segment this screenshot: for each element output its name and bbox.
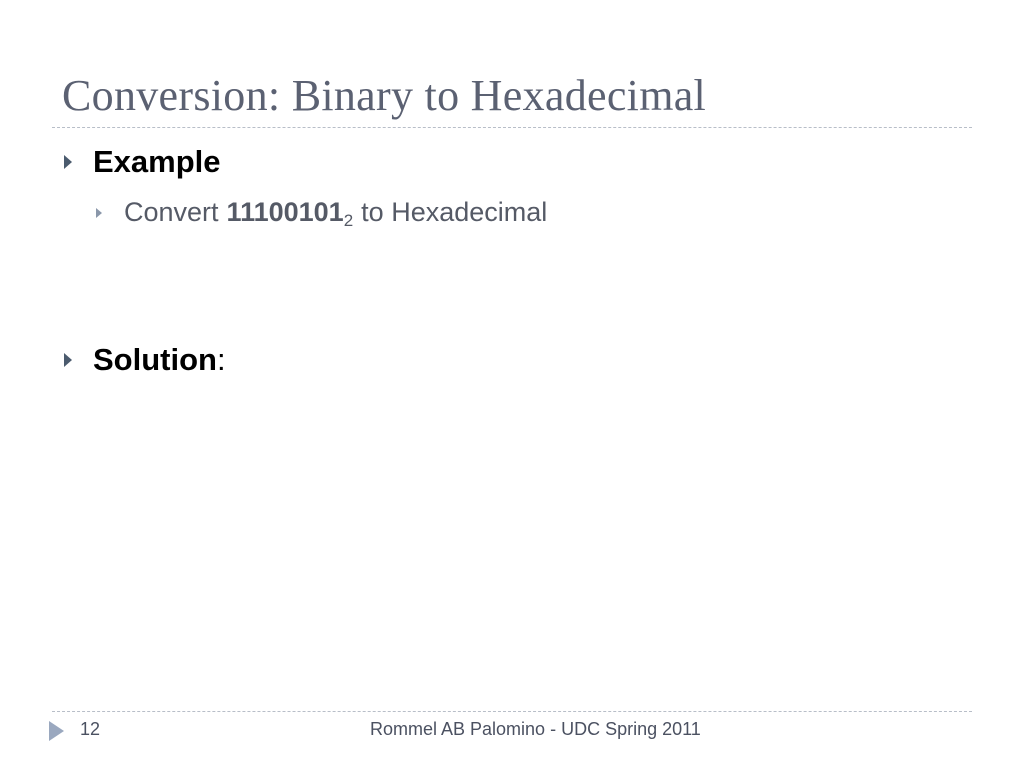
convert-prefix: Convert <box>124 197 219 227</box>
bullet-solution <box>64 342 226 378</box>
triangle-right-icon <box>96 208 102 218</box>
page-number: 12 <box>80 719 101 739</box>
triangle-right-icon <box>49 721 64 741</box>
bullet-label: Example <box>93 144 221 179</box>
title-divider <box>52 127 972 128</box>
sub-bullet-convert <box>96 197 547 228</box>
footer-divider <box>52 711 972 712</box>
bullet-example <box>64 144 221 180</box>
bullet-label: Solution <box>93 342 217 377</box>
triangle-right-icon <box>64 155 72 169</box>
binary-number: 11100101 <box>226 197 344 227</box>
slide-title: Conversion: Binary to Hexadecimal <box>62 71 707 120</box>
triangle-right-icon <box>64 353 72 367</box>
convert-suffix: to Hexadecimal <box>361 197 548 227</box>
bullet-colon: : <box>216 342 226 377</box>
footer-text: Rommel AB Palomino - UDC Spring 2011 <box>370 719 701 739</box>
base-subscript: 2 <box>343 210 354 230</box>
